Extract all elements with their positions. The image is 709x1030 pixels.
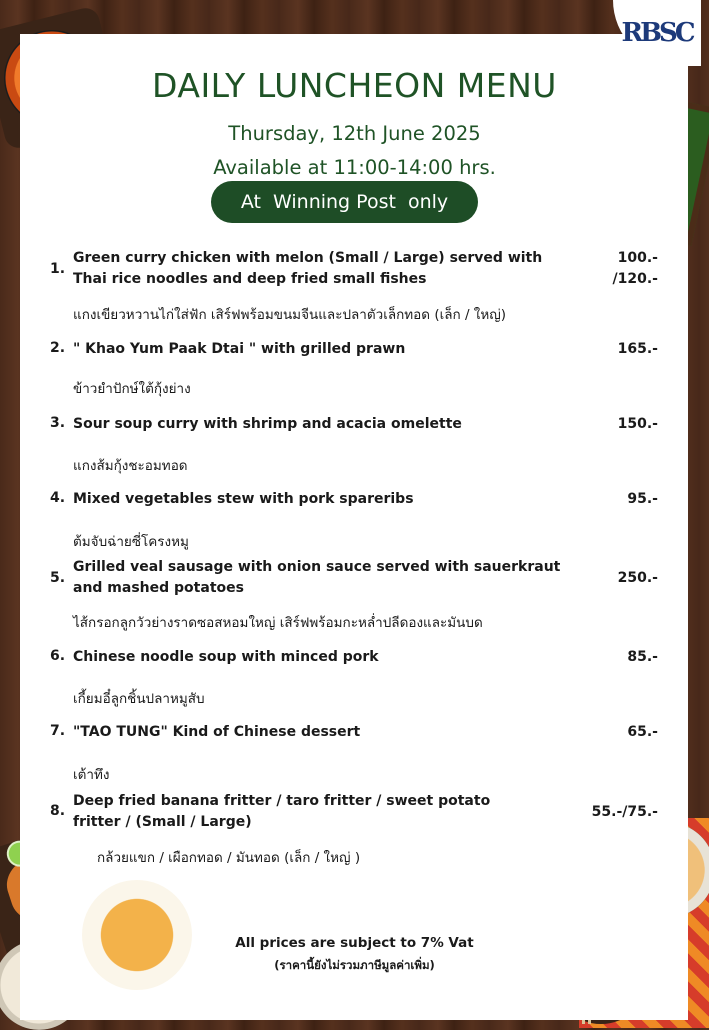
item-price: 55.-/75.-	[591, 804, 658, 820]
location-badge: At Winning Post only	[211, 181, 478, 223]
item-name: Sour soup curry with shrimp and acacia omelette	[73, 416, 462, 432]
item-number: 8.	[50, 803, 66, 819]
availability-hours: Available at 11:00-14:00 hrs.	[213, 156, 496, 179]
item-price: 150.-	[617, 416, 658, 432]
vat-note: All prices are subject to 7% Vat	[235, 935, 474, 951]
item-price: 100.- /120.-	[612, 250, 658, 287]
item-price: 65.-	[627, 724, 658, 740]
item-price: 250.-	[617, 570, 658, 586]
item-name-thai: เกี้ยมอี๋ลูกชิ้นปลาหมูสับ	[73, 691, 205, 707]
item-price: 165.-	[617, 341, 658, 357]
vat-note-thai: (ราคานี้ยังไม่รวมภาษีมูลค่าเพิ่ม)	[274, 958, 435, 972]
item-name-thai: ไส้กรอกลูกวัวย่างราดซอสหอมใหญ่ เสิร์ฟพร้อมกะหล่ำปลีดองและมันบด	[73, 615, 483, 631]
item-name: Green curry chicken with melon (Small / Large) served with Thai rice noodles and deep fried small fishes	[73, 250, 543, 287]
item-name: " Khao Yum Paak Dtai " with grilled prawn	[73, 341, 406, 357]
item-price: 85.-	[627, 649, 658, 665]
item-number: 5.	[50, 570, 66, 586]
item-number: 6.	[50, 648, 66, 664]
item-name: Chinese noodle soup with minced pork	[73, 649, 379, 665]
menu-date: Thursday, 12th June 2025	[228, 122, 481, 145]
page-title: DAILY LUNCHEON MENU	[152, 66, 557, 105]
item-number: 1.	[50, 261, 66, 277]
item-number: 7.	[50, 723, 66, 739]
item-number: 3.	[50, 415, 66, 431]
item-name: Grilled veal sausage with onion sauce served with sauerkraut and mashed potatoes	[73, 559, 561, 596]
item-price: 95.-	[627, 491, 658, 507]
item-name-thai: ต้มจับฉ่ายซี่โครงหมู	[73, 534, 189, 550]
item-name-thai: แกงเขียวหวานไก่ใส่ฟัก เสิร์ฟพร้อมขนมจีนและปลาตัวเล็กทอด (เล็ก / ใหญ่)	[73, 307, 507, 323]
item-name-thai: เต้าทึง	[73, 767, 110, 783]
item-name-thai: กล้วยแขก / เผือกทอด / มันทอด (เล็ก / ใหญ่ )	[97, 850, 361, 866]
item-name-thai: ข้าวยำปักษ์ใต้กุ้งย่าง	[73, 381, 191, 397]
item-name-thai: แกงส้มกุ้งชะอมทอด	[73, 458, 188, 474]
logo-icon: RBSC	[621, 18, 693, 48]
item-name: "TAO TUNG" Kind of Chinese dessert	[73, 724, 361, 740]
item-number: 4.	[50, 490, 66, 506]
item-name: Mixed vegetables stew with pork spareribs	[73, 491, 414, 507]
item-name: Deep fried banana fritter / taro fritter / sweet potato fritter / (Small / Large)	[73, 793, 491, 830]
item-number: 2.	[50, 340, 66, 356]
